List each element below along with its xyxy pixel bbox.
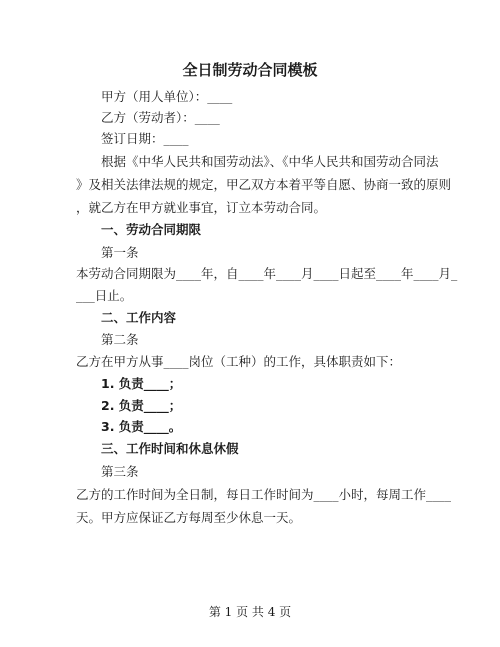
article-label: 第三条 bbox=[101, 464, 139, 479]
duty-item: 2. 负责____； bbox=[101, 398, 182, 413]
section-heading: 一、劳动合同期限 bbox=[101, 222, 202, 237]
preamble-line: 》及相关法律法规的规定，甲乙双方本着平等自愿、协商一致的原则 bbox=[76, 177, 452, 192]
article-label: 第二条 bbox=[101, 332, 139, 347]
preamble-line: ，就乙方在甲方就业事宜，订立本劳动合同。 bbox=[76, 200, 327, 215]
section-heading: 三、工作时间和休息休假 bbox=[101, 441, 239, 456]
preamble-line: 根据《中华人民共和国劳动法》、《中华人民共和国劳动合同法 bbox=[101, 154, 439, 169]
party-b-line: 乙方（劳动者）：____ bbox=[101, 110, 220, 125]
clause-line: 乙方在甲方从事____岗位（工种）的工作，具体职责如下： bbox=[76, 354, 402, 369]
clause-line: 乙方的工作时间为全日制，每日工作时间为____小时，每周工作____ bbox=[76, 487, 452, 502]
article-label: 第一条 bbox=[101, 245, 139, 260]
duty-item: 1. 负责____； bbox=[101, 376, 182, 391]
clause-line: 本劳动合同期限为____年，自____年____月____日起至____年____月_ bbox=[76, 266, 458, 281]
duty-item: 3. 负责____。 bbox=[101, 419, 182, 434]
party-a-line: 甲方（用人单位）：____ bbox=[101, 89, 233, 104]
clause-line: ___日止。 bbox=[76, 288, 133, 303]
document-title: 全日制劳动合同模板 bbox=[182, 61, 318, 79]
sign-date-line: 签订日期：____ bbox=[101, 131, 189, 146]
clause-line: 天。甲方应保证乙方每周至少休息一天。 bbox=[76, 510, 302, 525]
page-footer: 第 1 页 共 4 页 bbox=[208, 605, 292, 619]
section-heading: 二、工作内容 bbox=[101, 310, 177, 325]
